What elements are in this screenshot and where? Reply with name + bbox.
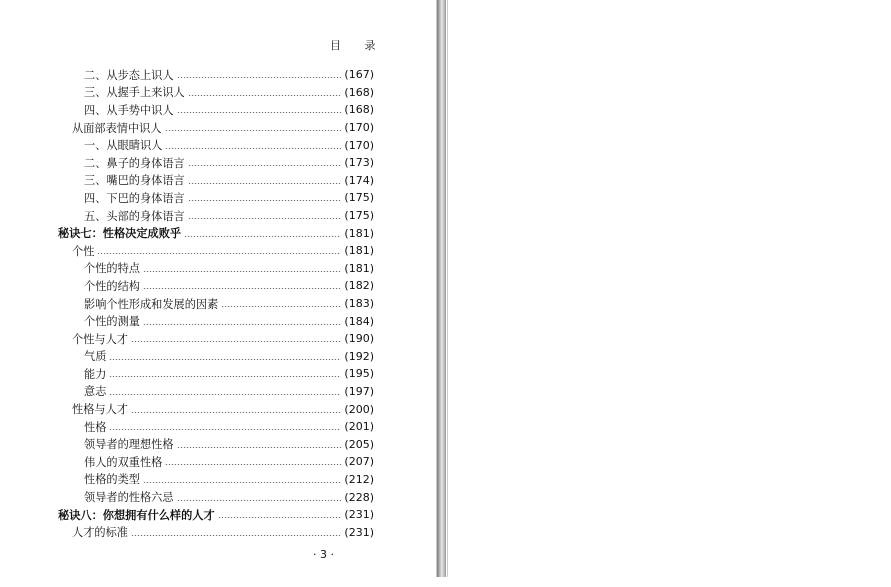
toc-entry (58, 330, 374, 348)
dot-leader (177, 112, 342, 113)
toc-entry-page: (212) (344, 472, 374, 486)
toc-entry-page: (205) (344, 437, 374, 451)
toc-entry-page: (174) (344, 173, 374, 187)
toc-entry-page: (168) (344, 103, 374, 117)
toc-entry-page: (195) (344, 367, 374, 381)
toc-entry-page: (181) (344, 261, 374, 275)
dot-leader (177, 77, 342, 78)
dot-leader (188, 95, 342, 96)
dot-leader (143, 288, 341, 289)
page-number: · 3 · (313, 548, 334, 561)
dot-leader (131, 535, 341, 536)
toc-entry-title: 领导者的性格六忌 (84, 491, 174, 505)
dot-leader (109, 429, 341, 430)
toc-entry-title: 四、下巴的身体语言 (84, 191, 185, 205)
toc-entry-page: (197) (344, 384, 374, 398)
toc-entry-page: (168) (344, 85, 374, 99)
toc-entry-page: (181) (344, 244, 374, 258)
toc-entry-title: 个性的特点 (84, 262, 140, 276)
toc-entry-page: (184) (344, 314, 374, 328)
toc-entry-page: (173) (344, 156, 374, 170)
toc-entry (58, 242, 374, 260)
toc-entry (58, 136, 374, 154)
toc-entry (58, 101, 374, 119)
toc-entry-title: 四、从手势中识人 (84, 103, 174, 117)
toc-entry (58, 435, 374, 453)
dot-leader (177, 447, 342, 448)
toc-entry-title: 秘诀八：你想拥有什么样的人才 (58, 508, 215, 522)
toc-entry-page: (200) (344, 402, 374, 416)
toc-entry-page: (231) (344, 508, 374, 522)
toc-entry (58, 312, 374, 330)
dot-leader (165, 148, 341, 149)
toc-entry-page: (170) (344, 138, 374, 152)
toc-entry-title: 三、从握手上来识人 (84, 86, 185, 100)
dot-leader (109, 376, 341, 377)
toc-entry-title: 二、鼻子的身体语言 (84, 156, 185, 170)
dot-leader (221, 306, 341, 307)
dot-leader (184, 236, 341, 237)
toc-entry-page: (167) (344, 68, 374, 82)
dot-leader (177, 500, 342, 501)
toc-entry (58, 66, 374, 84)
toc-entry-title: 个性的测量 (84, 315, 140, 329)
toc-entry-title: 伟人的双重性格 (84, 455, 163, 469)
dot-leader (143, 271, 341, 272)
toc-entry-page: (207) (344, 455, 374, 469)
dot-leader (218, 517, 342, 518)
toc-entry (58, 260, 374, 278)
toc-entry (58, 189, 374, 207)
toc-entry (58, 365, 374, 383)
toc-entry-page: (175) (344, 191, 374, 205)
toc-entry (58, 523, 374, 541)
toc-entry (58, 207, 374, 225)
toc-entry (58, 471, 374, 489)
toc-entry-title: 影响个性形成和发展的因素 (84, 297, 219, 311)
toc-entry-page: (228) (344, 490, 374, 504)
left-page (0, 0, 437, 577)
toc-entry-title: 性格 (84, 420, 107, 434)
toc-entry-title: 性格与人才 (72, 403, 128, 417)
toc-entry (58, 154, 374, 172)
dot-leader (188, 165, 342, 166)
toc-entry-title: 个性的结构 (84, 279, 140, 293)
toc-entry (58, 383, 374, 401)
toc-entry (58, 277, 374, 295)
toc-entry-title: 个性 (72, 244, 95, 258)
toc-entry-title: 人才的标准 (72, 526, 128, 540)
right-page (447, 0, 891, 577)
toc-entry-page: (170) (344, 121, 374, 135)
toc-entry (58, 453, 374, 471)
toc-entry (58, 84, 374, 102)
toc-entry-title: 个性与人才 (72, 332, 128, 346)
toc-entry-title: 从面部表情中识人 (72, 121, 162, 135)
toc-entry-title: 一、从眼睛识人 (84, 139, 163, 153)
dot-leader (143, 324, 341, 325)
toc-entry-page: (181) (344, 226, 374, 240)
toc-entry (58, 506, 374, 524)
toc-entry-page: (183) (344, 297, 374, 311)
toc-entry (58, 119, 374, 137)
toc-entry-title: 秘诀七：性格决定成败乎 (58, 227, 182, 241)
toc-entry-title: 领导者的理想性格 (84, 438, 174, 452)
toc-entry-title: 性格的类型 (84, 473, 140, 487)
toc-entry-page: (175) (344, 209, 374, 223)
dot-leader (165, 464, 341, 465)
toc-list-left (58, 66, 374, 541)
toc-entry (58, 488, 374, 506)
dot-leader (109, 394, 341, 395)
toc-entry-title: 意志 (84, 385, 107, 399)
toc-entry (58, 224, 374, 242)
toc-entry (58, 295, 374, 313)
toc-entry-page: (201) (344, 420, 374, 434)
dot-leader (188, 218, 342, 219)
toc-entry (58, 400, 374, 418)
toc-entry-title: 三、嘴巴的身体语言 (84, 174, 185, 188)
dot-leader (188, 200, 342, 201)
dot-leader (188, 183, 342, 184)
toc-entry-page: (192) (344, 349, 374, 363)
running-header-contents: 目 录 (330, 39, 386, 52)
toc-entry-page: (182) (344, 279, 374, 293)
dot-leader (109, 359, 341, 360)
toc-entry-page: (231) (344, 525, 374, 539)
toc-entry-page: (190) (344, 332, 374, 346)
toc-entry-title: 二、从步态上识人 (84, 68, 174, 82)
toc-entry (58, 348, 374, 366)
dot-leader (143, 482, 341, 483)
book-gutter (437, 0, 446, 577)
dot-leader (131, 341, 341, 342)
toc-entry-title: 能力 (84, 367, 107, 381)
dot-leader (165, 130, 342, 131)
toc-entry-title: 五、头部的身体语言 (84, 209, 185, 223)
toc-entry (58, 418, 374, 436)
toc-entry (58, 172, 374, 190)
toc-entry-title: 气质 (84, 350, 107, 364)
dot-leader (131, 412, 341, 413)
dot-leader (97, 253, 341, 254)
